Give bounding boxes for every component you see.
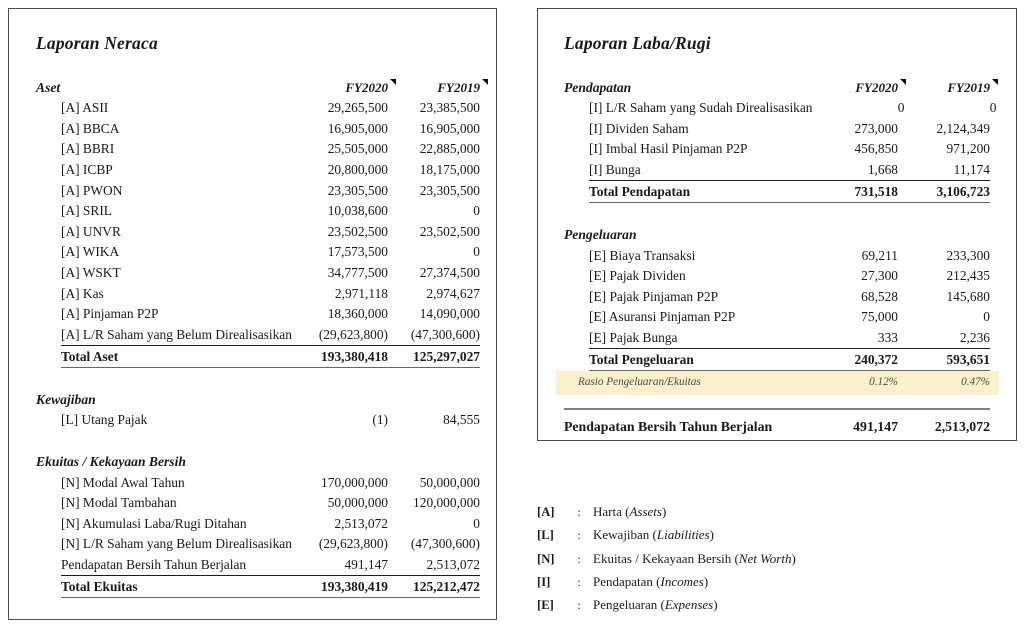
- fy2020-label: FY2020: [345, 79, 388, 95]
- row-value-fy2019: (47,300,600): [410, 536, 480, 552]
- row-value-fy2020: 34,777,500: [327, 264, 388, 280]
- row-label: [A] Pinjaman P2P: [61, 306, 159, 322]
- row-value-fy2019: 23,385,500: [419, 100, 480, 116]
- row-label: [A] WSKT: [61, 264, 121, 280]
- column-header-fy2019: [388, 80, 480, 95]
- row-value-fy2020: 0: [897, 100, 905, 116]
- legend-label-en: Incomes: [660, 573, 704, 589]
- row-value-fy2019: 120,000,000: [413, 495, 480, 511]
- legend-label-close: ): [703, 573, 709, 589]
- row-value-fy2020: 491,147: [344, 556, 388, 572]
- row-value-fy2020: 456,850: [854, 141, 898, 157]
- income-statement-title: Laporan Laba/Rugi: [564, 33, 711, 53]
- balance-sheet-title: Laporan Neraca: [36, 33, 158, 53]
- row-value-fy2020: 29,265,500: [327, 100, 388, 116]
- table-row: [61, 180, 480, 201]
- income-section: [564, 77, 997, 203]
- legend-label: [593, 504, 977, 520]
- row-value-fy2019: 23,305,500: [419, 182, 480, 198]
- row-value-fy2020: 20,800,000: [327, 161, 388, 177]
- row-value-fy2019: 125,212,472: [413, 578, 480, 594]
- assets-header-row: [36, 77, 480, 98]
- legend-label-en: Liabilities: [656, 527, 710, 543]
- legend: [537, 504, 977, 620]
- table-row: [61, 159, 480, 180]
- legend-label-id: Pengeluaran (: [593, 597, 665, 613]
- net-income-divider: [564, 408, 990, 438]
- row-value-fy2019: 2,513,072: [934, 419, 990, 435]
- row-label: Pendapatan Bersih Tahun Berjalan: [61, 556, 247, 572]
- legend-label-en: Expenses: [664, 597, 714, 613]
- row-value-fy2020: 0.12%: [869, 376, 898, 389]
- row-value-fy2020: (29,623,800): [318, 326, 388, 342]
- row-value-fy2019: 0: [473, 244, 480, 260]
- legend-label-id: Harta (: [593, 504, 630, 519]
- row-value-fy2020: 10,038,600: [327, 203, 388, 219]
- row-value-fy2020: 23,502,500: [327, 223, 388, 239]
- row-label: [E] Asuransi Pinjaman P2P: [589, 309, 736, 325]
- row-label: [A] Kas: [61, 285, 104, 301]
- row-value-fy2019: 0: [989, 100, 997, 116]
- equity-rows: [61, 472, 480, 598]
- expense-header-row: [564, 224, 990, 245]
- total-equity-row: [61, 575, 480, 598]
- legend-separator: :: [577, 528, 581, 543]
- table-row: [61, 493, 480, 514]
- row-label: [N] L/R Saham yang Belum Direalisasikan: [61, 536, 292, 552]
- row-value-fy2019: 22,885,000: [419, 141, 480, 157]
- legend-label: [593, 551, 977, 567]
- row-label: Total Pendapatan: [589, 183, 691, 199]
- row-value-fy2019: 2,513,072: [426, 556, 480, 572]
- expense-equity-ratio-row: [556, 371, 999, 394]
- legend-label-id: Pendapatan (: [593, 573, 661, 589]
- legend-label-id: Ekuitas / Kekayaan Bersih (: [593, 550, 739, 566]
- legend-code: [A]: [537, 505, 555, 519]
- fy2020-label: FY2020: [855, 79, 898, 95]
- row-value-fy2019: 11,174: [953, 161, 990, 177]
- legend-label: [593, 574, 977, 590]
- row-label: [A] SRIL: [61, 203, 112, 219]
- legend-item: [537, 527, 977, 550]
- row-label: Pendapatan Bersih Tahun Berjalan: [564, 419, 773, 435]
- income-rows: [589, 98, 997, 204]
- row-value-fy2019: (47,300,600): [410, 326, 480, 342]
- column-header-fy2019: [898, 80, 990, 95]
- legend-item: [537, 551, 977, 574]
- row-value-fy2020: 491,147: [853, 419, 898, 435]
- net-income-row: [564, 417, 990, 438]
- legend-label-close: ): [791, 550, 796, 566]
- row-value-fy2020: 193,380,419: [321, 578, 388, 594]
- row-value-fy2020: (29,623,800): [318, 536, 388, 552]
- income-statement-panel: [537, 8, 1017, 441]
- table-row: [61, 262, 480, 283]
- row-value-fy2020: 68,528: [861, 288, 898, 304]
- legend-code: [N]: [537, 551, 555, 566]
- table-row: [589, 286, 990, 307]
- balance-sheet-panel: [8, 8, 497, 620]
- table-row: [589, 159, 990, 180]
- row-label: [E] Biaya Transaksi: [589, 247, 696, 263]
- row-label: [I] Dividen Saham: [589, 120, 689, 136]
- row-value-fy2020: 2,513,072: [334, 515, 388, 531]
- row-value-fy2019: 14,090,000: [419, 306, 480, 322]
- row-label: [N] Modal Awal Tahun: [61, 474, 185, 490]
- total-assets-row: [61, 345, 480, 368]
- row-value-fy2020: 170,000,000: [321, 474, 388, 490]
- row-value-fy2019: 2,236: [959, 329, 990, 345]
- row-value-fy2019: 3,106,723: [936, 183, 990, 199]
- row-value-fy2020: 16,905,000: [327, 120, 388, 136]
- assets-section: [36, 77, 480, 368]
- liabilities-section: [36, 389, 480, 430]
- legend-label-close: ): [661, 504, 667, 519]
- row-value-fy2020: 193,380,418: [321, 348, 388, 364]
- row-label: [I] L/R Saham yang Sudah Direalisasikan: [589, 100, 813, 116]
- row-value-fy2019: 2,974,627: [426, 285, 480, 301]
- assets-section-header: Aset: [36, 79, 61, 95]
- row-label: [A] BBRI: [61, 141, 115, 157]
- row-value-fy2020: 27,300: [861, 268, 898, 284]
- row-label: [A] ICBP: [61, 161, 113, 177]
- row-label: [A] WIKA: [61, 244, 120, 260]
- row-label: [A] ASII: [61, 100, 109, 116]
- row-value-fy2019: 0: [473, 515, 480, 531]
- table-row: [61, 534, 480, 555]
- row-label: [E] Pajak Pinjaman P2P: [589, 288, 719, 304]
- legend-separator: :: [577, 505, 581, 519]
- row-label: [A] BBCA: [61, 120, 120, 136]
- table-row: [61, 554, 480, 575]
- row-value-fy2020: (1): [372, 412, 388, 428]
- row-value-fy2019: 50,000,000: [419, 474, 480, 490]
- table-row: [61, 221, 480, 242]
- table-row: [589, 118, 990, 139]
- expense-section-header: Pengeluaran: [564, 226, 637, 242]
- row-value-fy2019: 971,200: [946, 141, 990, 157]
- row-value-fy2020: 25,505,000: [327, 141, 388, 157]
- table-row: [589, 139, 990, 160]
- legend-label-close: ): [713, 597, 718, 613]
- table-row: [589, 307, 990, 328]
- legend-label-close: ): [709, 527, 714, 543]
- legend-code: [I]: [537, 574, 551, 589]
- fy2019-label: FY2019: [437, 79, 480, 95]
- row-label: Total Aset: [61, 348, 119, 364]
- table-row: [61, 513, 480, 534]
- row-label: [A] L/R Saham yang Belum Direalisasikan: [61, 326, 292, 342]
- row-value-fy2019: 212,435: [946, 268, 990, 284]
- row-label: [A] PWON: [61, 182, 123, 198]
- row-value-fy2020: 17,573,500: [327, 244, 388, 260]
- row-value-fy2019: 84,555: [443, 412, 480, 428]
- legend-separator: :: [577, 598, 581, 613]
- row-value-fy2020: 240,372: [854, 351, 898, 367]
- legend-label: [593, 597, 977, 613]
- row-label: [E] Pajak Dividen: [589, 268, 686, 284]
- row-value-fy2019: 23,502,500: [419, 223, 480, 239]
- row-value-fy2020: 2,971,118: [334, 285, 388, 301]
- equity-section-header: Ekuitas / Kekayaan Bersih: [36, 453, 186, 469]
- table-row: [61, 410, 480, 431]
- legend-separator: :: [577, 551, 581, 566]
- legend-separator: :: [577, 574, 581, 589]
- legend-code: [L]: [537, 528, 554, 543]
- table-row: [61, 472, 480, 493]
- liabilities-rows: [61, 410, 480, 431]
- row-value-fy2020: 75,000: [861, 309, 898, 325]
- row-value-fy2020: 731,518: [854, 183, 898, 199]
- row-value-fy2020: 1,668: [867, 161, 898, 177]
- row-label: [N] Akumulasi Laba/Rugi Ditahan: [61, 515, 247, 531]
- row-label: [A] UNVR: [61, 223, 121, 239]
- row-value-fy2019: 0.47%: [961, 376, 990, 389]
- table-row: [61, 242, 480, 263]
- column-header-fy2020: [296, 80, 388, 95]
- note-indicator-icon: [482, 79, 488, 85]
- equity-section: [36, 451, 480, 598]
- table-row: [61, 283, 480, 304]
- row-value-fy2020: 273,000: [854, 120, 898, 136]
- row-value-fy2019: 18,175,000: [419, 161, 480, 177]
- table-row: [61, 324, 480, 345]
- expense-rows: [578, 245, 990, 395]
- legend-label-en: Net Worth: [738, 550, 792, 566]
- row-value-fy2019: 145,680: [946, 288, 990, 304]
- income-section-header: Pendapatan: [564, 79, 632, 95]
- legend-label-en: Assets: [629, 504, 662, 519]
- equity-header-row: [36, 451, 480, 472]
- legend-label: [593, 527, 977, 543]
- row-value-fy2019: 16,905,000: [419, 120, 480, 136]
- row-value-fy2019: 593,651: [946, 351, 990, 367]
- row-value-fy2019: 233,300: [946, 247, 990, 263]
- row-label: [L] Utang Pajak: [61, 412, 148, 428]
- table-row: [61, 118, 480, 139]
- row-value-fy2020: 333: [877, 329, 898, 345]
- liabilities-header-row: [36, 389, 480, 410]
- note-indicator-icon: [992, 79, 998, 85]
- table-row: [589, 266, 990, 287]
- total-income-row: [589, 180, 990, 203]
- table-row: [61, 201, 480, 222]
- row-label: [N] Modal Tambahan: [61, 495, 177, 511]
- total-expense-row: [589, 348, 990, 371]
- fy2019-label: FY2019: [947, 79, 990, 95]
- table-row: [61, 304, 480, 325]
- row-value-fy2019: 125,297,027: [413, 348, 480, 364]
- expense-section: [564, 224, 990, 394]
- table-row: [589, 327, 990, 348]
- row-label: Rasio Pengeluaran/Ekuitas: [578, 376, 701, 389]
- liabilities-section-header: Kewajiban: [36, 391, 96, 407]
- row-value-fy2019: 27,374,500: [419, 264, 480, 280]
- row-value-fy2019: 0: [983, 309, 990, 325]
- table-row: [589, 98, 997, 119]
- table-row: [589, 245, 990, 266]
- row-label: Total Ekuitas: [61, 578, 138, 594]
- table-row: [61, 98, 480, 119]
- legend-item: [537, 504, 977, 527]
- row-value-fy2020: 23,305,500: [327, 182, 388, 198]
- table-row: [61, 139, 480, 160]
- row-value-fy2020: 50,000,000: [327, 495, 388, 511]
- row-label: [I] Imbal Hasil Pinjaman P2P: [589, 141, 748, 157]
- income-header-row: [564, 77, 990, 98]
- row-label: [I] Bunga: [589, 161, 641, 177]
- assets-rows: [61, 98, 480, 369]
- legend-code: [E]: [537, 598, 554, 613]
- row-label: Total Pengeluaran: [589, 351, 694, 367]
- row-value-fy2020: 69,211: [861, 247, 898, 263]
- legend-item: [537, 597, 977, 620]
- row-value-fy2019: 0: [473, 203, 480, 219]
- legend-item: [537, 574, 977, 597]
- row-value-fy2019: 2,124,349: [936, 120, 990, 136]
- column-header-fy2020: [806, 80, 898, 95]
- row-value-fy2020: 18,360,000: [327, 306, 388, 322]
- legend-label-id: Kewajiban (: [593, 527, 657, 543]
- row-label: [E] Pajak Bunga: [589, 329, 678, 345]
